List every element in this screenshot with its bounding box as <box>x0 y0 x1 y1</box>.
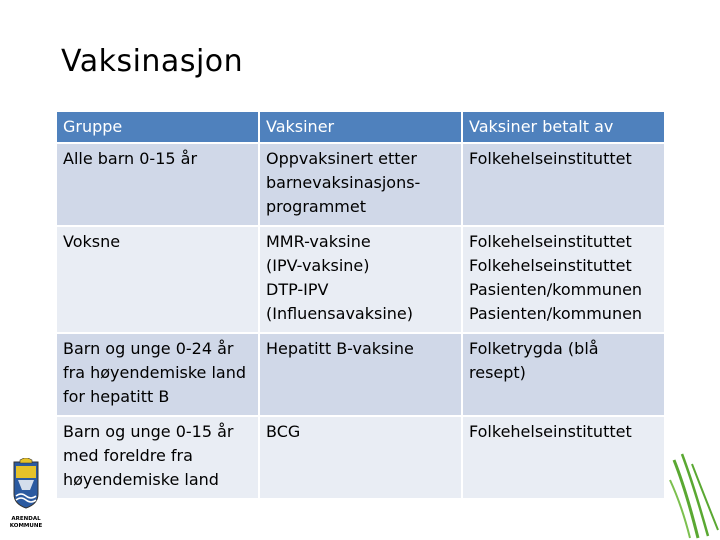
header-betalt-av: Vaksiner betalt av <box>463 112 664 142</box>
header-vaksiner: Vaksiner <box>260 112 461 142</box>
slide-title: Vaksinasjon <box>61 44 244 79</box>
cell-vaksiner: Oppvaksinert etter barnevaksinasjons- programmet <box>260 144 461 225</box>
table-row <box>57 334 664 415</box>
coat-of-arms-icon <box>6 458 46 538</box>
vaccination-table <box>55 110 666 500</box>
cell-gruppe: Voksne <box>57 227 258 332</box>
cell-betalt-av: Folketrygda (blå resept) <box>463 334 664 415</box>
cell-gruppe: Barn og unge 0-15 år med foreldre fra høyendemiske land <box>57 417 258 498</box>
table-header-row <box>57 112 664 142</box>
cell-gruppe: Barn og unge 0-24 år fra høyendemiske land for hepatitt B <box>57 334 258 415</box>
header-gruppe: Gruppe <box>57 112 258 142</box>
table-row <box>57 417 664 498</box>
table-row <box>57 227 664 332</box>
cell-vaksiner: Hepatitt B-vaksine <box>260 334 461 415</box>
cell-betalt-av: Folkehelseinstituttet Folkehelseinstituttet Pasienten/kommunen Pasienten/kommunen <box>463 227 664 332</box>
cell-vaksiner: BCG <box>260 417 461 498</box>
svg-text:ARENDAL: ARENDAL <box>11 516 41 522</box>
svg-text:KOMMUNE: KOMMUNE <box>9 523 43 529</box>
cell-vaksiner: MMR-vaksine (IPV-vaksine) DTP-IPV (Influensavaksine) <box>260 227 461 332</box>
table-row <box>57 144 664 225</box>
cell-betalt-av: Folkehelseinstituttet <box>463 144 664 225</box>
green-swoosh-decoration <box>668 450 720 540</box>
cell-gruppe: Alle barn 0-15 år <box>57 144 258 225</box>
cell-betalt-av: Folkehelseinstituttet <box>463 417 664 498</box>
